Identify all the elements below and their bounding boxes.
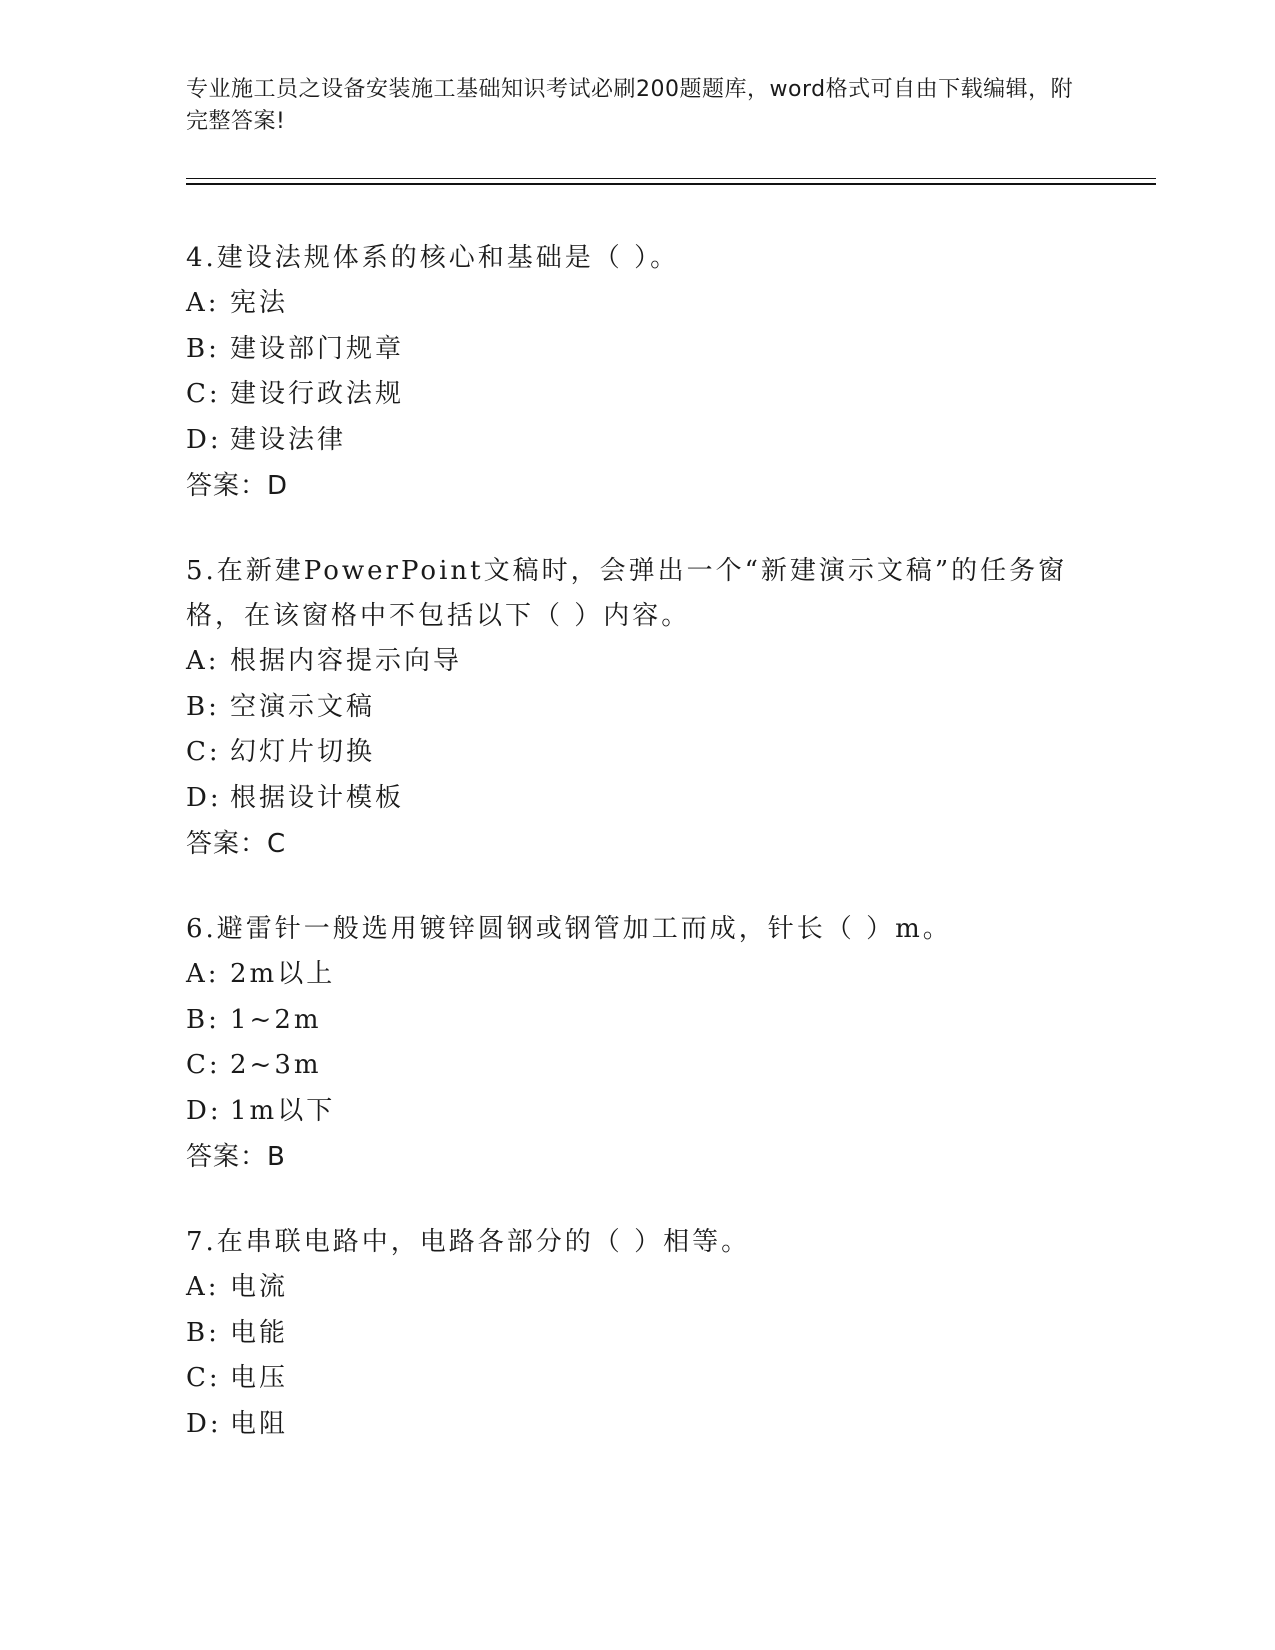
option-c (186, 1356, 1106, 1402)
option-d (186, 418, 1106, 464)
option-c (186, 372, 1106, 418)
option-key: C: (186, 1363, 221, 1393)
option-key: D: (186, 424, 222, 455)
option-text: 宪法 (230, 288, 289, 318)
option-c (186, 1043, 1106, 1089)
option-a (186, 1265, 1106, 1311)
question-item (186, 1220, 1106, 1447)
option-c (186, 730, 1106, 776)
option-key: D: (186, 1408, 222, 1439)
option-key: C: (186, 379, 221, 409)
option-a (186, 952, 1106, 998)
option-b (186, 685, 1106, 731)
option-text: 电压 (230, 1363, 289, 1393)
option-text: 空演示文稿 (230, 691, 376, 722)
option-key: A: (186, 646, 220, 676)
option-key: D: (186, 1095, 222, 1126)
answer-line: 答案：C (186, 829, 287, 859)
option-d (186, 1089, 1106, 1135)
option-key: C: (186, 1050, 221, 1080)
option-d (186, 776, 1106, 822)
option-b (186, 998, 1106, 1044)
question-item (186, 907, 1106, 1180)
option-a (186, 639, 1106, 685)
option-text: 根据内容提示向导 (230, 646, 463, 676)
option-key: B: (186, 691, 220, 722)
option-key: B: (186, 333, 220, 364)
option-text: 建设部门规章 (230, 333, 405, 364)
header-divider-thick (186, 183, 1156, 185)
option-key: A: (186, 959, 220, 989)
question-item (186, 236, 1106, 509)
option-key: C: (186, 737, 221, 767)
question-stem: 4.建设法规体系的核心和基础是（ ）。 (186, 243, 680, 273)
option-d (186, 1402, 1106, 1448)
option-text: 电能 (230, 1317, 289, 1348)
option-b (186, 1311, 1106, 1357)
option-b (186, 327, 1106, 373)
option-text: 2m以上 (230, 959, 336, 989)
question-list (186, 236, 1106, 1487)
question-stem: 7.在串联电路中，电路各部分的（ ）相等。 (186, 1227, 751, 1257)
question-item (186, 549, 1106, 867)
option-text: 1m以下 (230, 1095, 336, 1126)
option-text: 建设法律 (230, 424, 347, 455)
document-header-title: 专业施工员之设备安装施工基础知识考试必刷200题题库，word格式可自由下载编辑，附完整答案! (186, 77, 1074, 134)
option-key: D: (186, 782, 222, 813)
answer-line: 答案：D (186, 471, 289, 501)
option-key: B: (186, 1317, 220, 1348)
option-text: 建设行政法规 (230, 379, 405, 409)
question-stem: 5.在新建PowerPoint文稿时，会弹出一个“新建演示文稿”的任务窗格，在该窗格中不包括以下（ ）内容。 (186, 556, 1068, 631)
answer-line: 答案：B (186, 1142, 286, 1172)
option-a (186, 281, 1106, 327)
option-text: 1~2m (230, 1004, 322, 1035)
option-text: 电阻 (230, 1408, 289, 1439)
option-text: 电流 (230, 1272, 289, 1302)
question-stem: 6.避雷针一般选用镀锌圆钢或钢管加工而成，针长（ ）m。 (186, 914, 952, 944)
option-text: 根据设计模板 (230, 782, 405, 813)
option-text: 幻灯片切换 (230, 737, 376, 767)
option-key: B: (186, 1004, 220, 1035)
option-key: A: (186, 1272, 220, 1302)
header-divider-thin (186, 178, 1156, 179)
option-key: A: (186, 288, 220, 318)
option-text: 2~3m (230, 1050, 322, 1080)
